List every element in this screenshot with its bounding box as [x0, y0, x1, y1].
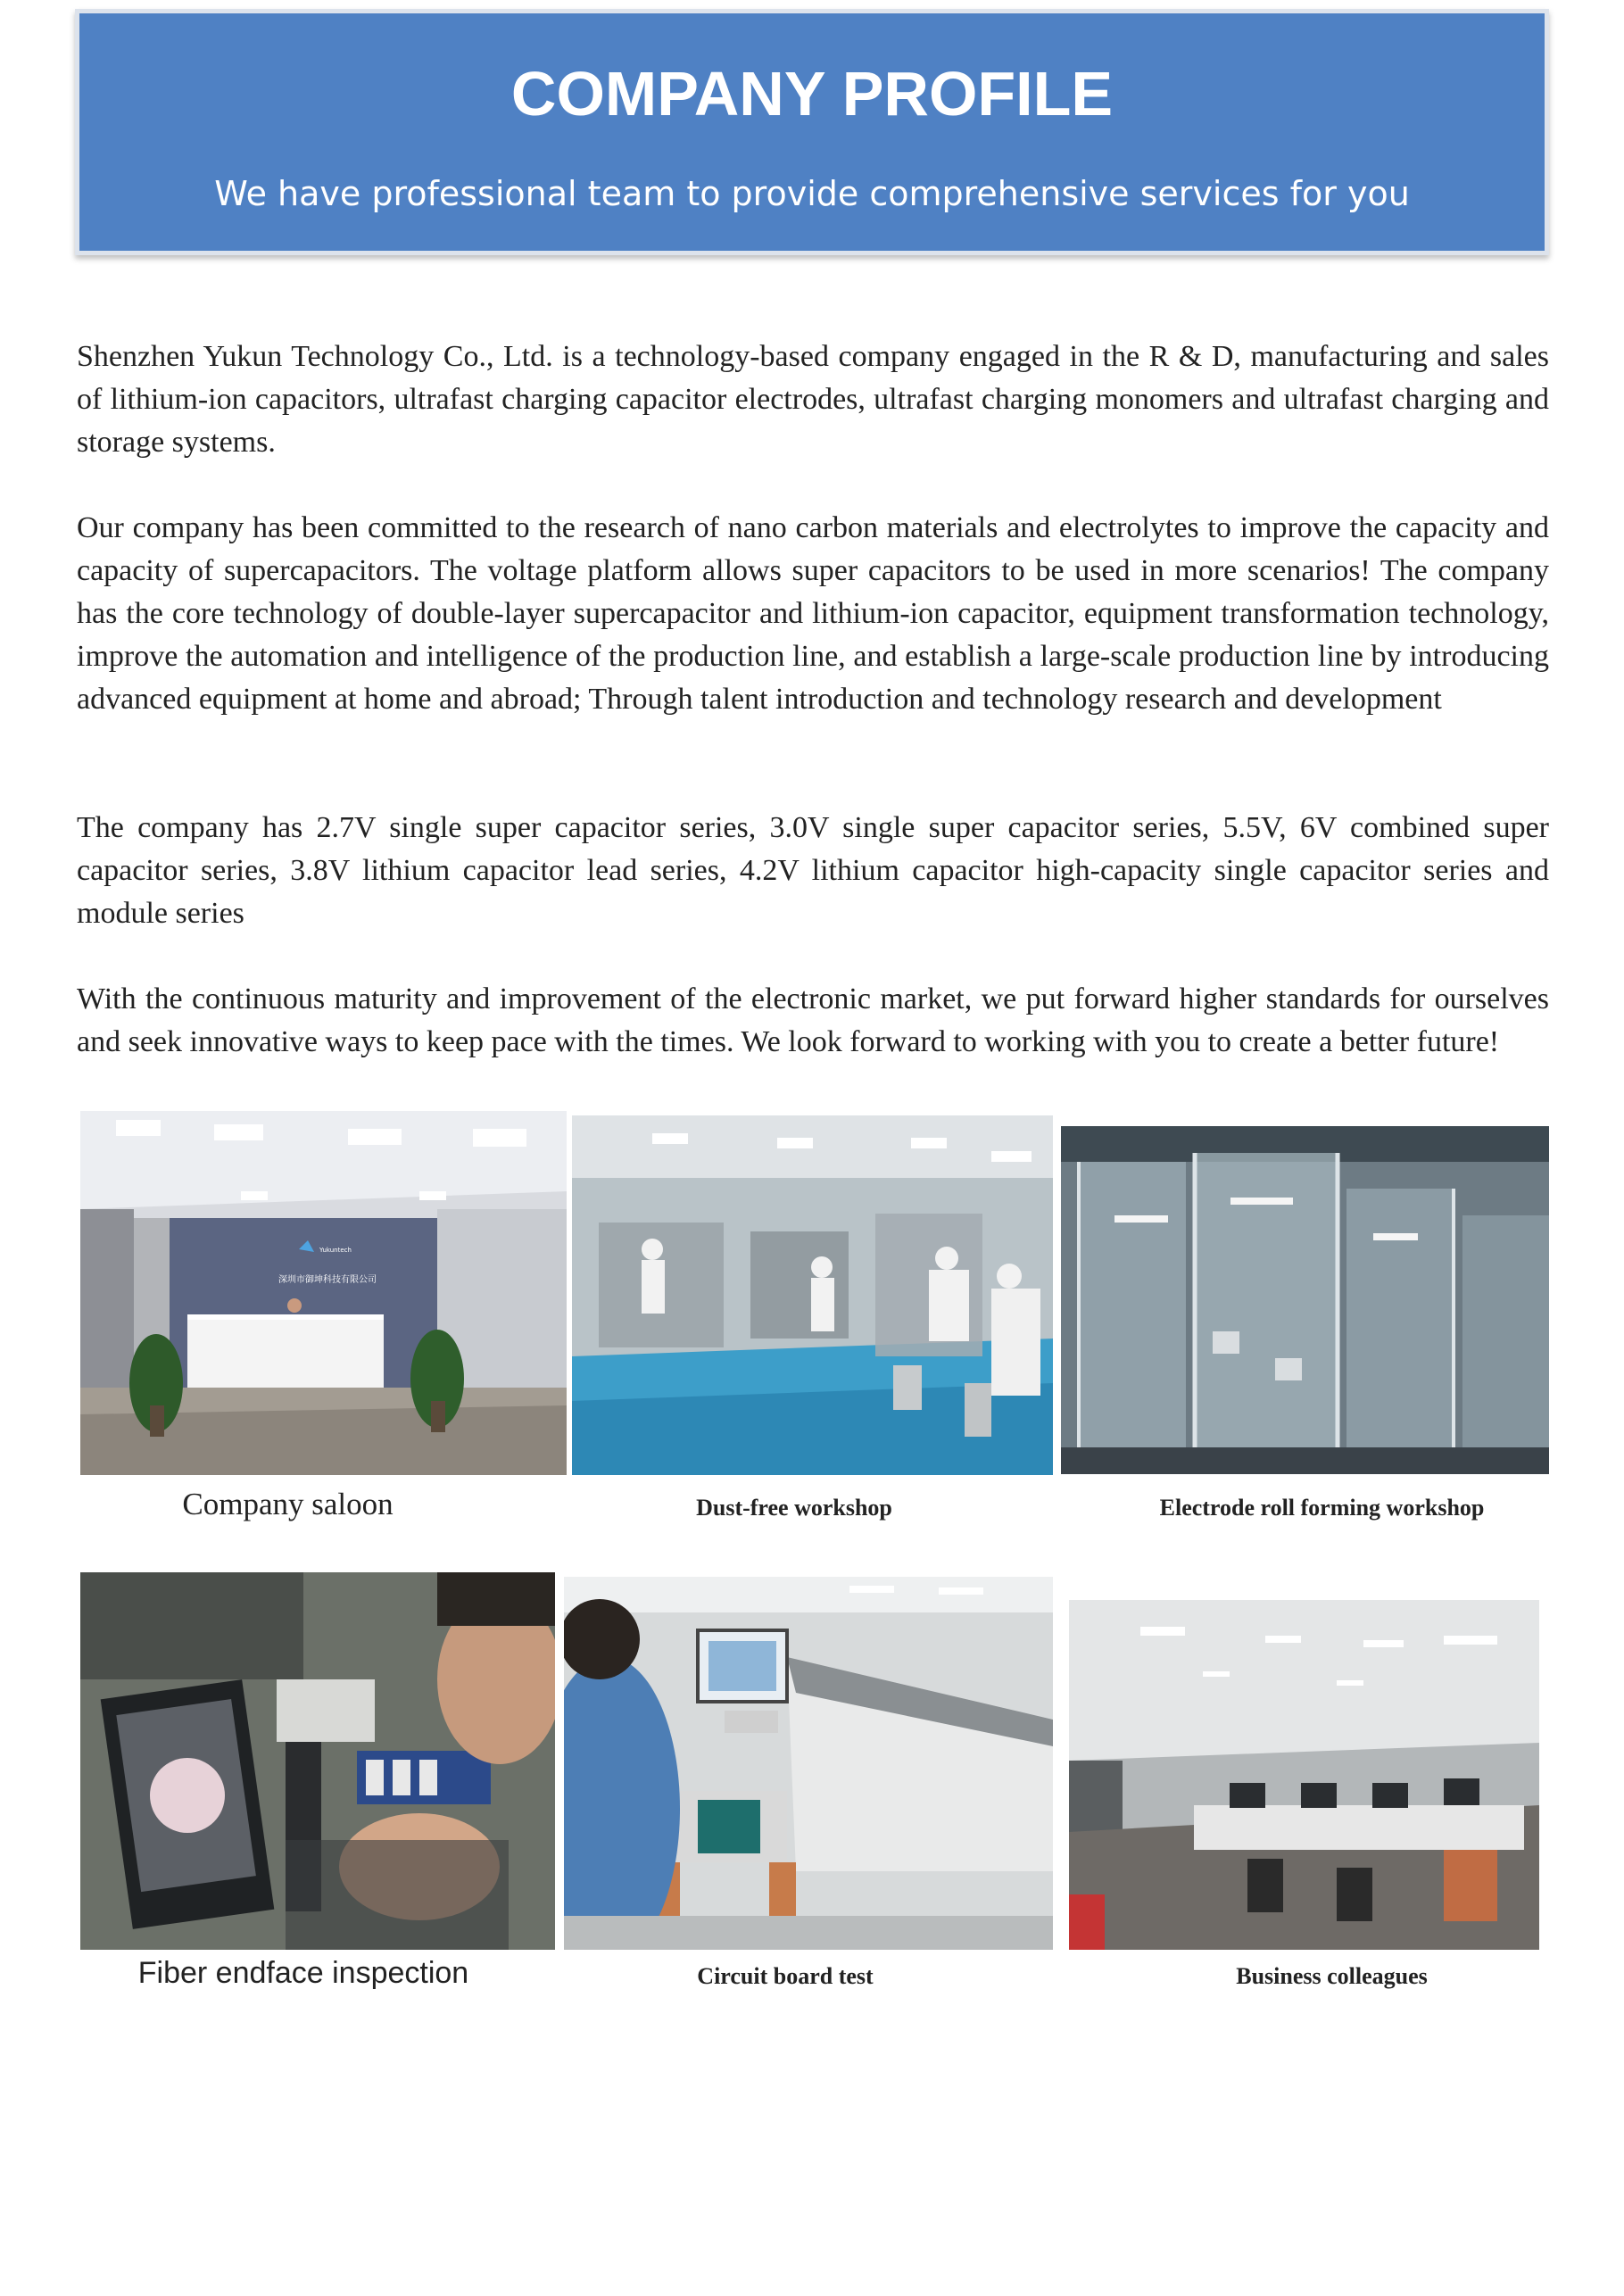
header-banner: [75, 9, 1549, 255]
business-colleagues-photo: [1069, 1600, 1539, 1950]
caption-circuit-board-test: Circuit board test: [697, 1963, 874, 1989]
products-paragraph: The company has 2.7V single super capacitor series, 3.0V single super capacitor series, 5.5V, 6V combined super capacitor series, 3.8V lithium capacitor lead series, 4.2V lithium capacitor high-capacity single capacitor series and module series: [77, 811, 1549, 930]
electrode-roll-workshop-photo: [1061, 1126, 1549, 1474]
outlook-paragraph: With the continuous maturity and improvement of the electronic market, we put forward higher standards for ourselves and seek innovative ways to keep pace with the times. We look forward to working with you to create a better future!: [77, 982, 1549, 1058]
intro-paragraph: Shenzhen Yukun Technology Co., Ltd. is a technology-based company engaged in the R & D, manufacturing and sales of lithium-ion capacitors, ultrafast charging capacitor electrodes, ultrafast charging monomers and ultrafast charging and storage systems.: [77, 340, 1549, 459]
company-saloon-photo: [80, 1111, 567, 1475]
page-title: COMPANY PROFILE: [510, 59, 1114, 128]
saloon-logo-text: Yukuntech: [319, 1247, 352, 1254]
dust-free-workshop-photo: [572, 1115, 1053, 1475]
caption-company-saloon: Company saloon: [182, 1487, 394, 1521]
caption-business-colleagues: Business colleagues: [1236, 1963, 1428, 1989]
caption-dust-free-workshop: Dust-free workshop: [696, 1495, 892, 1521]
caption-electrode-roll-workshop: Electrode roll forming workshop: [1159, 1495, 1485, 1521]
research-paragraph: Our company has been committed to the research of nano carbon materials and electrolytes to improve the capacity and capacity of supercapacitors. The voltage platform allows super capacitors to be used in more scenarios! The company has the core technology of double-layer supercapacitor and lithium-ion capacitor, equipment transformation technology, improve the automation and intelligence of the production line, and establish a large-scale production line by introducing advanced equipment at home and abroad; Through talent introduction and technology research and development: [77, 511, 1549, 716]
caption-fiber-endface-inspection: Fiber endface inspection: [137, 1956, 469, 1990]
circuit-board-test-photo: [564, 1577, 1053, 1950]
saloon-sign-text: 深圳市御坤科技有限公司: [278, 1275, 377, 1285]
page-subtitle: We have professional team to provide comprehensive services for you: [214, 174, 1410, 213]
fiber-endface-inspection-photo: [80, 1572, 555, 1950]
